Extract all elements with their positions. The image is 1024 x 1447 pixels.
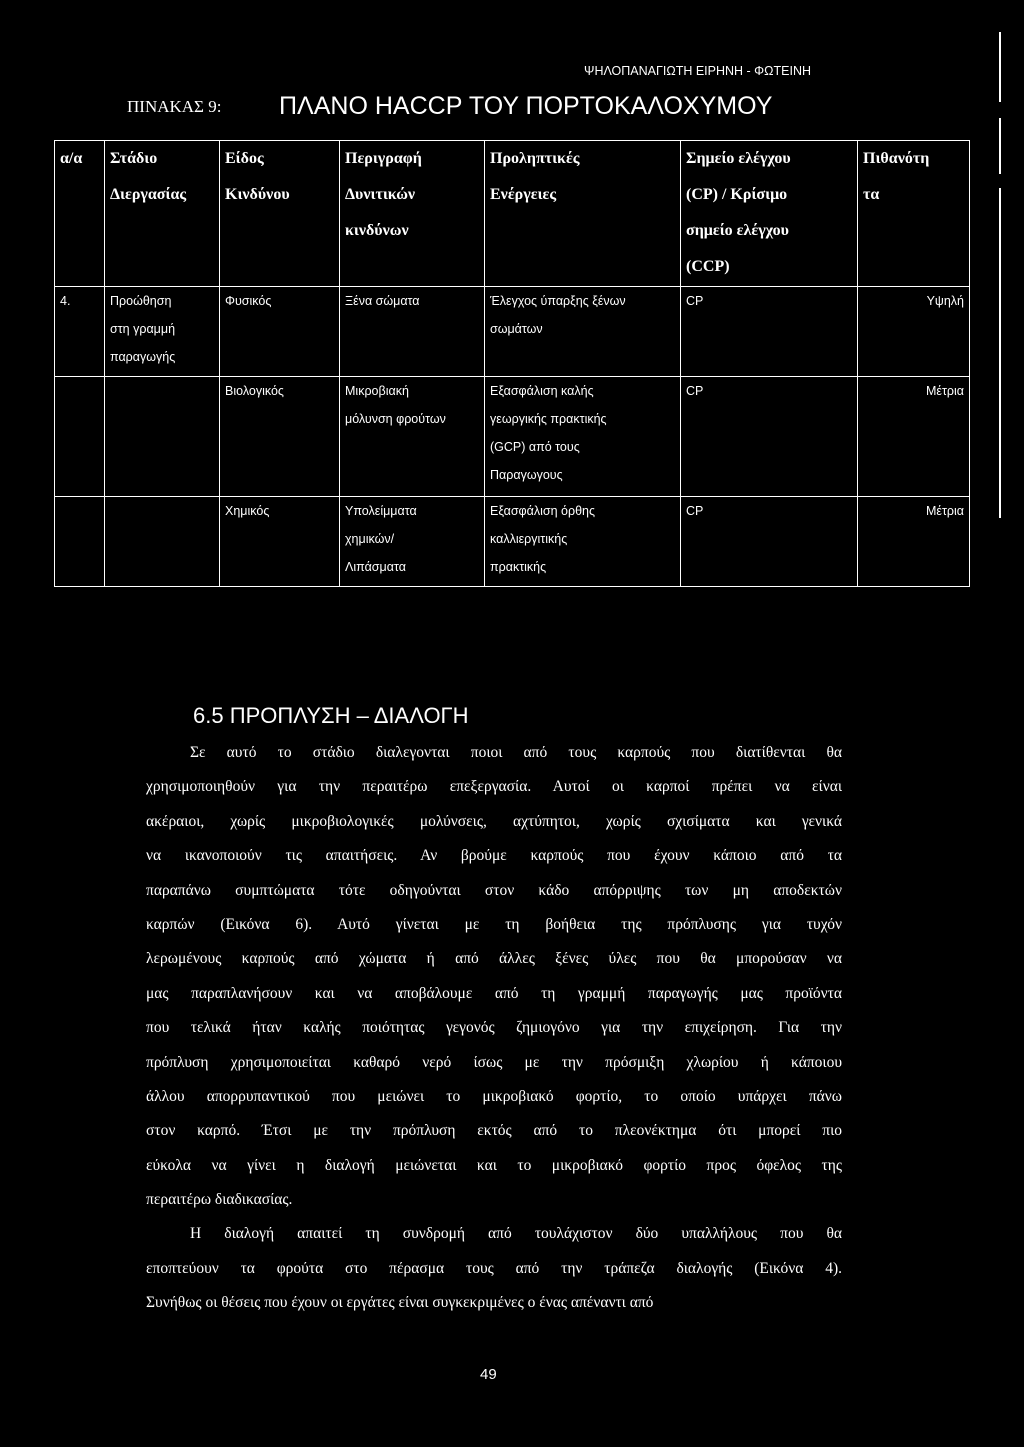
row-hazard-type-cell (220, 287, 340, 377)
cell-text-line: Δυνιτικών (345, 186, 416, 203)
body-line: Η διαλογή απαιτεί τη συνδρομή από τουλάχιστον δύο υπαλλήλους που θα (190, 1225, 842, 1243)
body-line: εποπτεύουν τα φρούτα στο πέρασμα τους από την τράπεζα διαλογής (Εικόνα 4). (146, 1259, 842, 1277)
cell-text-line: τα (863, 186, 880, 203)
row-probability-cell (858, 287, 970, 377)
margin-line (999, 188, 1001, 518)
row-actions-cell (485, 497, 681, 587)
table-header-row (55, 141, 970, 287)
body-line: περαιτέρω διαδικασίας. (146, 1191, 293, 1209)
table-row (55, 287, 970, 377)
row-description-cell (340, 497, 485, 587)
table-title: ΠΛΑΝΟ HACCP ΤΟΥ ΠΟΡΤΟΚΑΛΟΧΥΜΟΥ (279, 92, 773, 120)
row-probability-cell (858, 377, 970, 497)
margin-line (999, 118, 1001, 174)
cell-text-line: Μέτρια (925, 504, 964, 518)
cell-text-line: Χημικός (225, 504, 270, 518)
body-line: ακέραιοι, χωρίς μικροβιολογικές μολύνσεις, αχτύπητοι, χωρίς σχισίματα και γενικά (146, 812, 842, 830)
cell-text-line: Ενέργειες (490, 186, 557, 203)
body-line: Σε αυτό το στάδιο διαλεγονται ποιοι από τους καρπούς που διατίθενται θα (190, 744, 842, 761)
table-row (55, 377, 970, 497)
row-actions-cell (485, 287, 681, 377)
row-probability-cell (858, 497, 970, 587)
body-paragraphs (146, 736, 842, 1321)
col-index-header (55, 141, 105, 287)
row-control-point-cell (681, 377, 858, 497)
cell-text-line: Κινδύνου (225, 186, 290, 203)
row-stage-cell (105, 287, 220, 377)
body-line: που τελικά ήταν καλής ποιότητας γεγονός ζημιογόνο για την επιχείρηση. Για την (146, 1019, 842, 1037)
cell-text-line: Παραγωγους (490, 468, 563, 482)
col-stage-header (105, 141, 220, 287)
row-index-cell (55, 497, 105, 587)
cell-text-line: Ξένα σώματα (345, 294, 420, 308)
cell-text-line: CP (686, 504, 704, 518)
cell-text-line: (GCP) από τους (490, 440, 580, 454)
table-number: ΠΙΝΑΚΑΣ 9: (127, 97, 222, 116)
section-heading: 6.5 ΠΡΟΠΛΥΣΗ – ΔΙΑΛΟΓΗ (193, 703, 469, 728)
row-description-cell (340, 287, 485, 377)
cell-text-line: Προληπτικές (490, 150, 580, 167)
col-hazard-type-header (220, 141, 340, 287)
body-line: λερωμένους καρπούς από χώματα ή από άλλες ξένες ύλες που θα μπορούσαν να (146, 950, 842, 968)
cell-text-line: Φυσικός (225, 294, 272, 308)
cell-text-line: Διεργασίας (110, 186, 187, 203)
col-control-point-header (681, 141, 858, 287)
cell-text-line: Στάδιο (110, 150, 158, 167)
col-preventive-actions-header (485, 141, 681, 287)
body-line: Συνήθως οι θέσεις που έχουν οι εργάτες είναι συγκεκριμένες ο ένας απέναντι από (146, 1294, 654, 1312)
cell-text-line: CP (686, 384, 704, 398)
body-line: στον καρπό. Έτσι με την πρόπλυση εκτός από το πλεονέκτημα ότι μπορεί πιο (146, 1122, 842, 1140)
row-stage-cell (105, 377, 220, 497)
cell-text-line: χημικών/ (345, 532, 395, 546)
cell-text-line: σωμάτων (490, 322, 543, 336)
row-stage-cell (105, 497, 220, 587)
col-hazard-description-header (340, 141, 485, 287)
row-control-point-cell (681, 287, 858, 377)
cell-text-line: α/α (60, 150, 83, 167)
margin-line (999, 32, 1001, 102)
cell-text-line: παραγωγής (110, 350, 176, 364)
cell-text-line: CP (686, 294, 704, 308)
body-line: πρόπλυση χρησιμοποιείται καθαρό νερό ίσως με την πρόσμιξη χλωρίου ή κάποιου (146, 1053, 842, 1071)
cell-text-line: καλλιεργιτικής (490, 532, 568, 546)
col-probability-header (858, 141, 970, 287)
cell-text-line: Προώθηση (110, 294, 172, 308)
table-body (55, 287, 970, 587)
cell-text-line: Έλεγχος ύπαρξης ξένων (490, 294, 626, 308)
running-header: ΨΗΛΟΠΑΝΑΓΙΩΤΗ ΕΙΡΗΝΗ - ΦΩΤΕΙΝΗ (584, 64, 812, 78)
cell-text-line: Είδος (225, 150, 264, 167)
page-number: 49 (480, 1366, 497, 1383)
cell-text-line: Εξασφάλιση όρθης (490, 504, 596, 518)
haccp-table (54, 140, 970, 587)
row-description-cell (340, 377, 485, 497)
body-line: να ικανοποιούν τις απαιτήσεις. Αν βρούμε καρπούς που έχουν κάποιο από τα (146, 847, 842, 865)
body-line: καρπών (Εικόνα 6). Αυτό γίνεται με τη βοήθεια της πρόπλυσης για τυχόν (146, 915, 842, 933)
cell-text-line: Υπολείμματα (345, 504, 417, 518)
row-control-point-cell (681, 497, 858, 587)
table-row (55, 497, 970, 587)
row-hazard-type-cell (220, 497, 340, 587)
cell-text-line: Πιθανότη (863, 150, 930, 167)
cell-text-line: σημείο ελέγχου (686, 222, 789, 239)
row-index-cell (55, 377, 105, 497)
cell-text-line: Εξασφάλιση καλής (490, 384, 594, 398)
cell-text-line: Μικροβιακή (345, 384, 409, 398)
row-hazard-type-cell (220, 377, 340, 497)
body-line: μας παραπλανήσουν και να αποβάλουμε από τη γραμμή παραγωγής μας προϊόντα (146, 984, 842, 1002)
body-line: άλλου απορρυπαντικού που μειώνει το μικροβιακό φορτίο, το οποίο υπάρχει πάνω (146, 1087, 842, 1105)
row-actions-cell (485, 377, 681, 497)
cell-text-line: γεωργικής πρακτικής (490, 412, 607, 426)
row-index-cell (55, 287, 105, 377)
cell-text-line: πρακτικής (490, 560, 547, 574)
cell-text-line: στη γραμμή (110, 322, 176, 336)
cell-text-line: κινδύνων (345, 222, 409, 239)
cell-text-line: Λιπάσματα (345, 560, 406, 574)
body-line: χρησιμοποιηθούν για την περαιτέρω επεξεργασία. Αυτοί οι καρποί πρέπει να είναι (146, 778, 842, 796)
cell-text-line: Περιγραφή (345, 150, 422, 167)
cell-text-line: Μέτρια (925, 384, 964, 398)
cell-text-line: (CCP) (686, 258, 730, 275)
cell-text-line: Σημείο ελέγχου (686, 150, 791, 167)
cell-text-line: 4. (60, 294, 71, 308)
body-line: παραπάνω συμπτώματα τότε οδηγούνται στον κάδο απόρριψης των μη αποδεκτών (146, 881, 842, 899)
cell-text-line: (CP) / Κρίσιμο (686, 186, 788, 203)
cell-text-line: μόλυνση φρούτων (345, 412, 446, 426)
cell-text-line: Υψηλή (926, 294, 964, 308)
cell-text-line: Βιολογικός (225, 384, 284, 398)
body-line: εύκολα να γίνει η διαλογή μειώνεται και το μικροβιακό φορτίο προς όφελος της (146, 1156, 842, 1174)
